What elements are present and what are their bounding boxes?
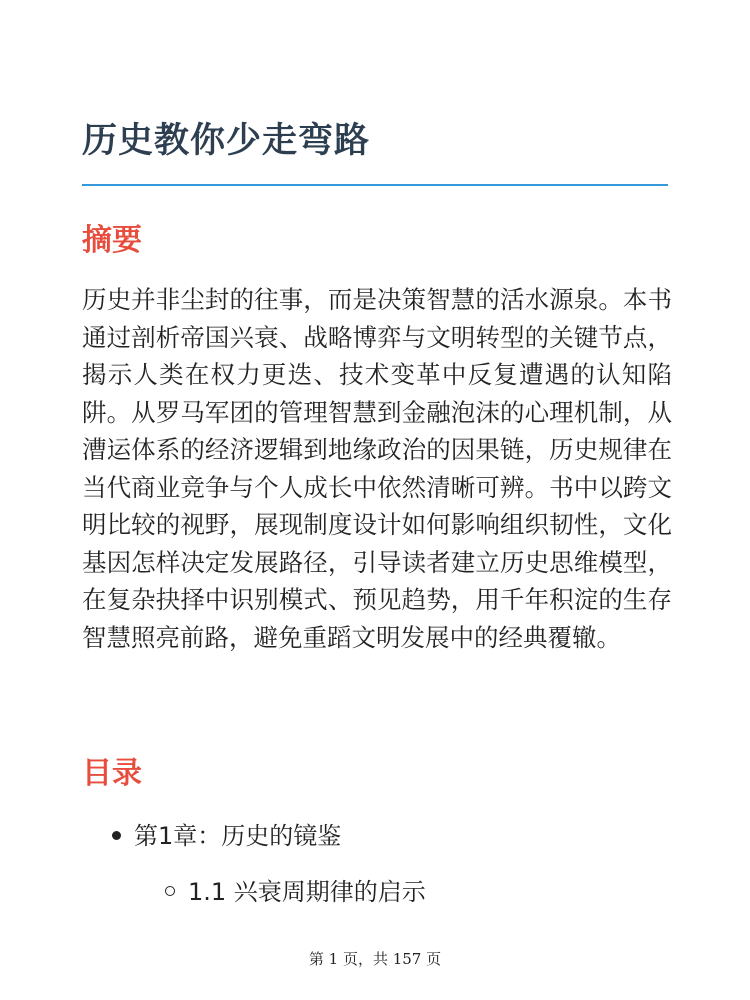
toc-heading: 目录 bbox=[82, 756, 142, 791]
abstract-heading: 摘要 bbox=[82, 223, 142, 258]
toc-chapter-item[interactable] bbox=[134, 816, 341, 856]
document-title: 历史教你少走弯路 bbox=[82, 121, 371, 161]
page-footer: 第 1 页，共 157 页 bbox=[308, 950, 442, 968]
toc-section-item[interactable] bbox=[188, 872, 426, 912]
toc-section-label: 1.1 兴衰周期律的启示 bbox=[188, 878, 426, 906]
toc-chapter-label: 第1章：历史的镜鉴 bbox=[134, 822, 342, 850]
bullet-circle-icon bbox=[165, 886, 175, 896]
title-divider bbox=[82, 184, 668, 186]
abstract-paragraph: 历史并非尘封的往事，而是决策智慧的活水源泉。本书通过剖析帝国兴衰、战略博弈与文明转型的关键节点，揭示人类在权力更迭、技术变革中反复遭遇的认知陷阱。从罗马军团的管理智慧到金融泡沫的心理机制，从漕运体系的经济逻辑到地缘政治的因果链，历史规律在当代商业竞争与个人成长中依然清晰可辨。书中以跨文明比较的视野，展现制度设计如何影响组织韧性，文化基因怎样决定发展路径，引导读者建立历史思维模型，在复杂抉择中识别模式、预见趋势，用千年积淀的生存智慧照亮前路，避免重蹈文明发展中的经典覆辙。 bbox=[82, 285, 672, 652]
bullet-disc-icon bbox=[112, 831, 121, 840]
